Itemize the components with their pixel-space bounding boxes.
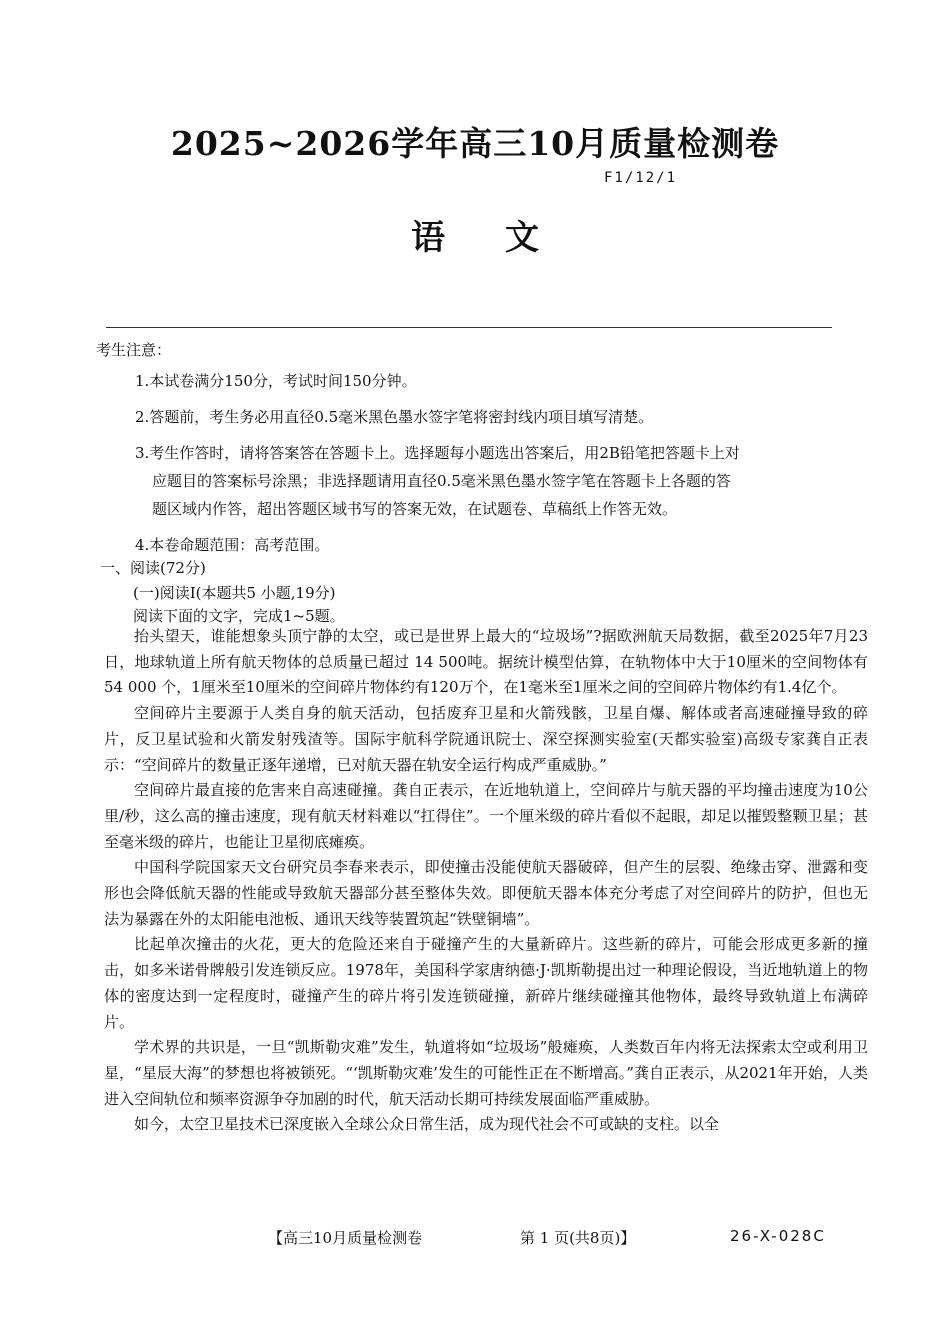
notice-line: 3.考生作答时，请将答案答在答题卡上。选择题每小题选出答案后，用2B铅笔把答题卡上对: [135, 444, 740, 462]
section-heading: 一、阅读(72分): [100, 559, 206, 577]
passage-paragraph: 空间碎片主要源于人类自身的航天活动，包括废弃卫星和火箭残骸，卫星自爆、解体或者高速碰撞导致的碎片，反卫星试验和火箭发射残渣等。国际宇航科学院通讯院士、深空探测实验室(天都实验室)高级专家龚自正表示：“空间碎片的数量正逐年递增，已对航天器在轨安全运行构成严重威胁。”: [104, 704, 868, 774]
footer-exam-name: 【高三10月质量检测卷: [268, 1229, 423, 1247]
notice-item: 2.答题前，考生务必用直径0.5毫米黑色墨水签字笔将密封线内项目填写清楚。: [135, 408, 654, 426]
exam-title: 2025~2026学年高三10月质量检测卷: [170, 124, 780, 163]
exam-code: F1/12/1: [604, 170, 678, 186]
section-subheading: (一)阅读Ⅰ(本题共5 小题,19分): [133, 584, 336, 602]
reading-instruction: 阅读下面的文字，完成1~5题。: [133, 607, 345, 625]
passage-paragraph: 中国科学院国家天文台研究员李春来表示，即使撞击没能使航天器破碎，但产生的层裂、绝缘击穿、泄露和变形也会降低航天器的性能或导致航天器部分甚至整体失效。即便航天器本体充分考虑了对空间碎片的防护，但也无法为暴露在外的太阳能电池板、通讯天线等装置筑起“铁壁铜墙”。: [104, 858, 868, 928]
notice-item: [135, 439, 875, 523]
notice-line: 题区域内作答，超出答题区域书写的答案无效，在试题卷、草稿纸上作答无效。: [152, 500, 678, 518]
notice-line: 应题目的答案标号涂黑；非选择题请用直径0.5毫米黑色墨水签字笔在答题卡上各题的答: [152, 472, 731, 490]
footer-page-number: 第 1 页(共8页)】: [520, 1229, 636, 1247]
subject-title: 语文: [411, 218, 599, 258]
notice-item: 4.本卷命题范围：高考范围。: [135, 536, 330, 554]
passage-paragraph: 空间碎片最直接的危害来自高速碰撞。龚自正表示，在近地轨道上，空间碎片与航天器的平均撞击速度为10公里/秒，这么高的撞击速度，现有航天材料难以“扛得住”。一个厘米级的碎片看似不起眼，却足以摧毁整颗卫星；甚至毫米级的碎片，也能让卫星彻底瘫痪。: [104, 781, 868, 851]
passage-paragraph: 学术界的共识是，一旦“凯斯勒灾难”发生，轨道将如“垃圾场”般瘫痪，人类数百年内将无法探索太空或利用卫星，“星辰大海”的梦想也将被锁死。“‘凯斯勒灾难’发生的可能性正在不断增高。”龚自正表示，从2021年开始，人类进入空间轨位和频率资源争夺加剧的时代，航天活动长期可持续发展面临严重威胁。: [104, 1038, 868, 1108]
notice-list: [135, 367, 875, 559]
footer-code: 26-X-028C: [730, 1227, 826, 1245]
reading-passage: [104, 624, 868, 1138]
passage-paragraph: 如今，太空卫星技术已深度嵌入全球公众日常生活，成为现代社会不可或缺的支柱。以全: [134, 1115, 720, 1134]
divider: [106, 327, 832, 328]
notice-heading: 考生注意：: [96, 341, 172, 359]
passage-paragraph: 抬头望天，谁能想象头顶宁静的太空，或已是世界上最大的“垃圾场”?据欧洲航天局数据，截至2025年7月23 日，地球轨道上所有航天物体的总质量已超过 14 500吨。据统计模型估算，在轨物体中大于10厘米的空间物体有54 000 个，1厘米至10厘米的空间碎片物体约有120万个，在1毫米至1厘米之间的空间碎片物体约有1.4亿个。: [104, 627, 868, 697]
notice-item: 1.本试卷满分150分，考试时间150分钟。: [135, 372, 417, 390]
passage-paragraph: 比起单次撞击的火花，更大的危险还来自于碰撞产生的大量新碎片。这些新的碎片，可能会形成更多新的撞击，如多米诺骨牌般引发连锁反应。1978年，美国科学家唐纳德·J·凯斯勒提出过一种理论假设，当近地轨道上的物体的密度达到一定程度时，碰撞产生的碎片将引发连锁碰撞，新碎片继续碰撞其他物体，最终导致轨道上布满碎片。: [104, 935, 868, 1031]
